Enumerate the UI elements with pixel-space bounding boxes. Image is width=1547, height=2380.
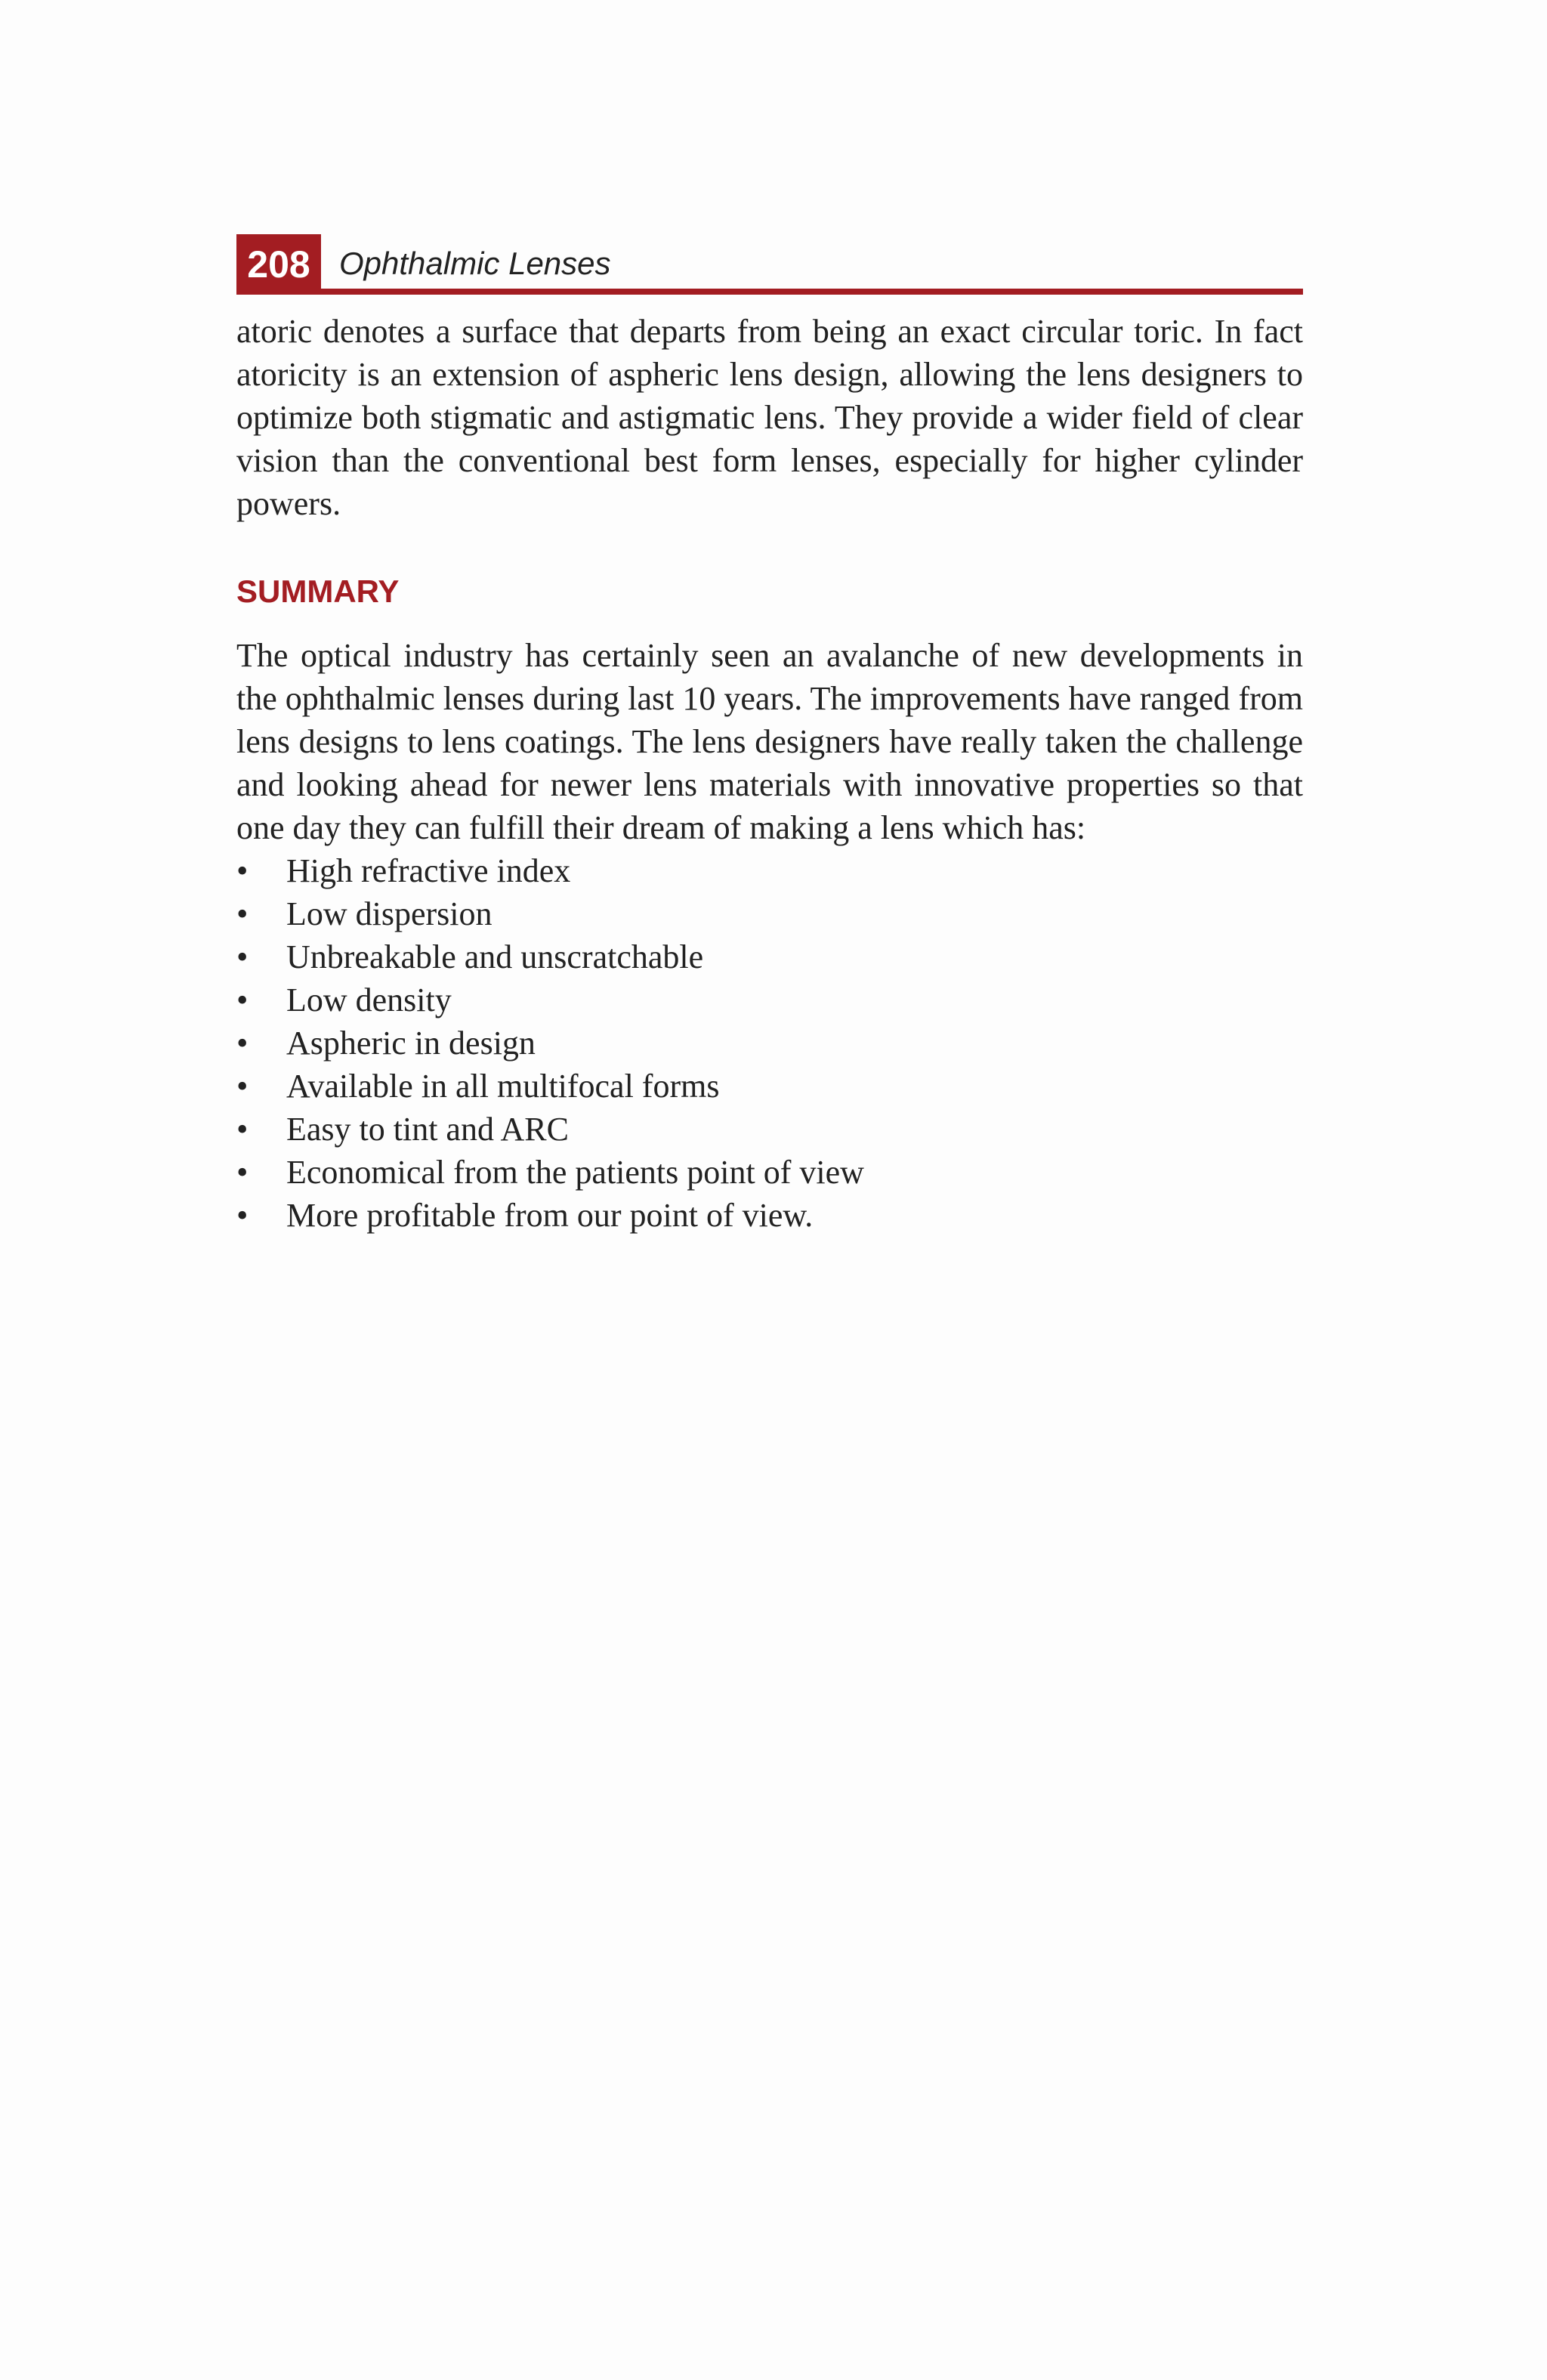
summary-paragraph: The optical industry has certainly seen an avalanche of new developments in the ophthalmic lenses during last 10 years. The improvements have ranged from lens designs to lens coatings. The lens designers have really taken the challenge and looking ahead for newer lens materials with innovative properties so that one day they can fulfill their dream of making a lens which has:: [236, 637, 1303, 846]
list-item: [236, 1194, 1303, 1237]
bullet-icon: •: [236, 1197, 249, 1234]
page-number: 208: [236, 234, 321, 295]
list-item: [236, 1022, 1303, 1065]
list-item: [236, 1108, 1303, 1151]
running-title: Ophthalmic Lenses: [339, 246, 611, 281]
header-rule: [236, 289, 1303, 295]
list-item-text: More profitable from our point of view.: [286, 1197, 814, 1234]
summary-bullet-list: [236, 849, 1303, 1237]
list-item-text: Available in all multifocal forms: [286, 1068, 720, 1105]
list-item-text: Low density: [286, 981, 452, 1018]
list-item: [236, 849, 1303, 892]
bullet-icon: •: [236, 895, 249, 932]
list-item: [236, 978, 1303, 1022]
page-body: [236, 310, 1303, 1237]
bullet-icon: •: [236, 981, 249, 1018]
bullet-icon: •: [236, 852, 249, 889]
bullet-icon: •: [236, 1154, 249, 1191]
running-header: [236, 234, 1303, 295]
list-item: [236, 935, 1303, 978]
list-item-text: Economical from the patients point of view: [286, 1154, 864, 1191]
list-item-text: High refractive index: [286, 852, 571, 889]
list-item: [236, 892, 1303, 935]
list-item-text: Easy to tint and ARC: [286, 1111, 569, 1148]
list-item: [236, 1151, 1303, 1194]
bullet-icon: •: [236, 1025, 249, 1062]
bullet-icon: •: [236, 1068, 249, 1105]
bullet-icon: •: [236, 938, 249, 975]
bullet-icon: •: [236, 1111, 249, 1148]
list-item-text: Unbreakable and unscratchable: [286, 938, 704, 975]
list-item: [236, 1065, 1303, 1108]
list-item-text: Aspheric in design: [286, 1025, 536, 1062]
summary-heading: SUMMARY: [236, 573, 400, 609]
intro-paragraph: atoric denotes a surface that departs from being an exact circular toric. In fact atoricity is an extension of aspheric lens design, allowing the lens designers to optimize both stigmatic and astigmatic lens. They provide a wider field of clear vision than the conventional best form lenses, especially for higher cylinder powers.: [236, 313, 1303, 522]
list-item-text: Low dispersion: [286, 895, 493, 932]
